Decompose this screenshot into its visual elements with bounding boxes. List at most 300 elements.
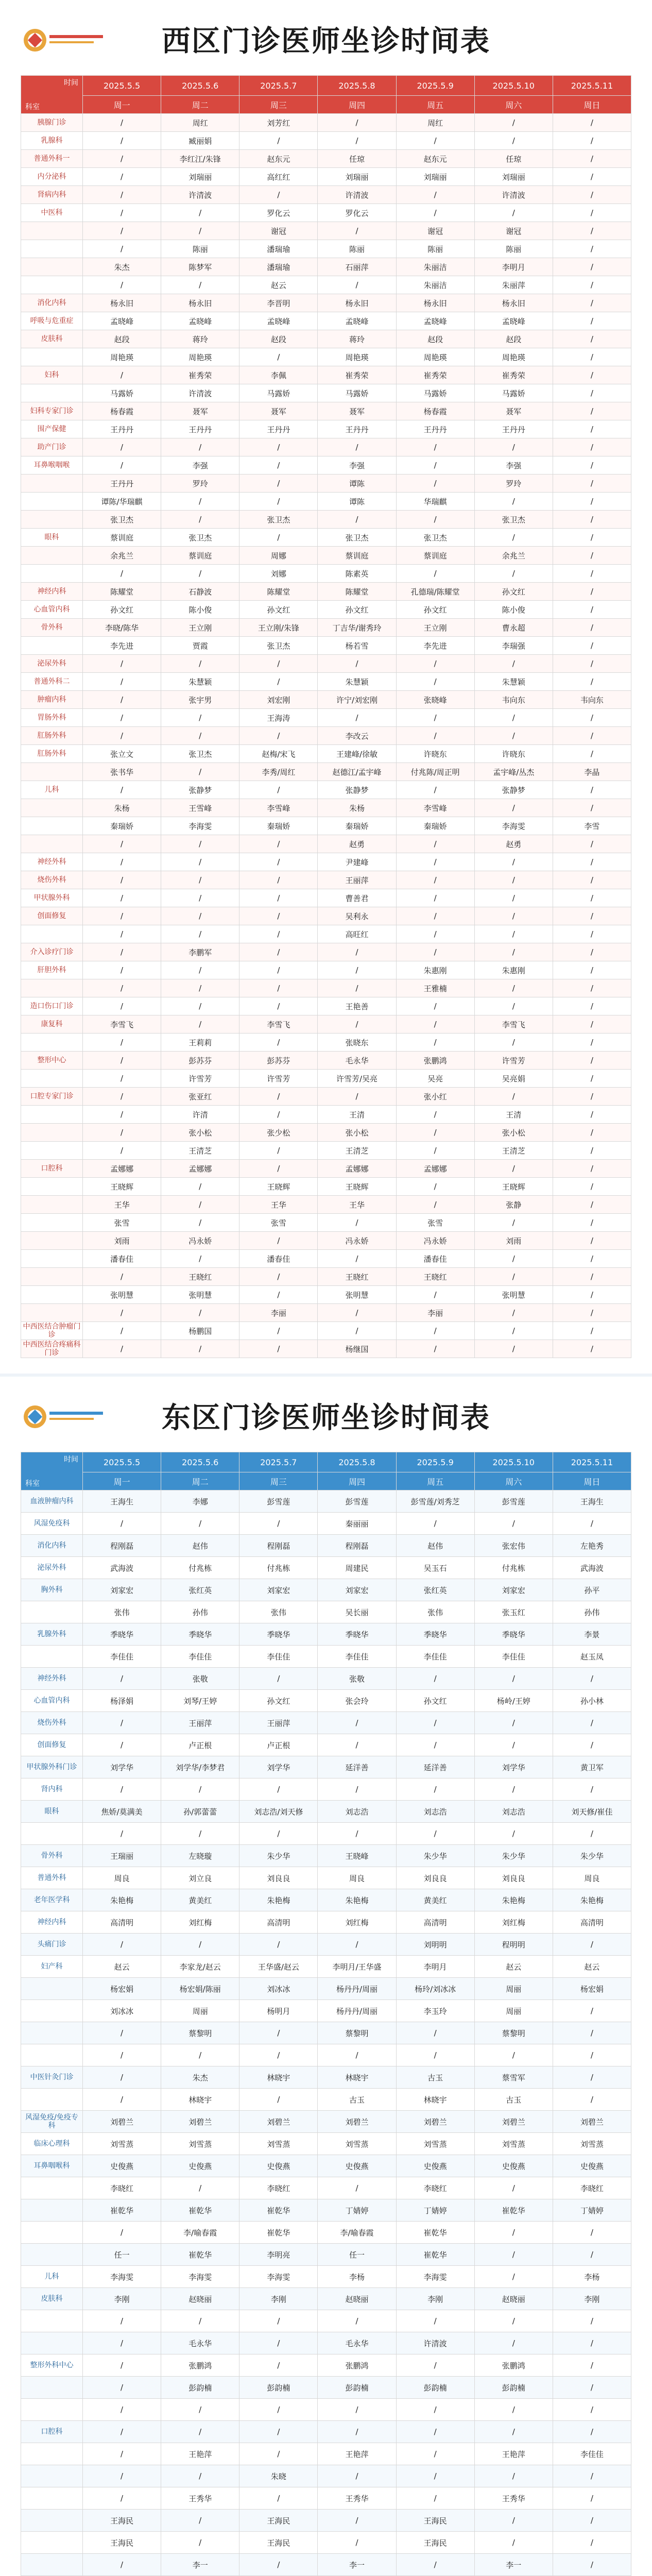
doctor-cell: 杨永旧 — [474, 294, 553, 312]
department-cell: 妇科专家门诊 — [21, 402, 83, 420]
doctor-cell: / — [161, 871, 239, 889]
doctor-cell: 季晓华 — [83, 1623, 161, 1646]
doctor-cell: 张玉红 — [474, 1601, 553, 1623]
doctor-cell: 毛永华 — [318, 1052, 396, 1070]
doctor-cell: 王清芝 — [318, 1142, 396, 1160]
doctor-cell: 陈耀堂 — [239, 583, 318, 601]
doctor-cell: / — [396, 943, 474, 961]
schedule-row — [21, 2532, 631, 2554]
doctor-cell: / — [553, 2399, 631, 2421]
doctor-cell: / — [318, 2044, 396, 2066]
department-cell: 乳腺科 — [21, 132, 83, 150]
department-cell — [21, 2399, 83, 2421]
doctor-cell: 杨春霞 — [83, 402, 161, 420]
doctor-cell: / — [161, 835, 239, 853]
doctor-cell: 任一 — [318, 2244, 396, 2266]
doctor-cell: / — [553, 1934, 631, 1956]
doctor-cell: 黄卫军 — [553, 1756, 631, 1778]
doctor-cell: 周艳瑛 — [83, 348, 161, 366]
doctor-cell: / — [161, 727, 239, 745]
schedule-row — [21, 637, 631, 655]
doctor-cell: 崔乾华 — [161, 2244, 239, 2266]
doctor-cell: 李杨 — [553, 2266, 631, 2288]
department-cell — [21, 817, 83, 835]
doctor-cell: 陈丽 — [161, 240, 239, 258]
doctor-cell: / — [553, 2000, 631, 2022]
doctor-cell: / — [553, 871, 631, 889]
department-cell — [21, 1268, 83, 1286]
doctor-cell: 张小松 — [474, 1124, 553, 1142]
doctor-cell: / — [396, 997, 474, 1015]
doctor-cell: 许清波 — [161, 186, 239, 204]
doctor-cell: 王晓辉 — [83, 1178, 161, 1196]
doctor-cell: / — [161, 511, 239, 529]
weekday-header: 周六 — [474, 96, 553, 114]
doctor-cell: 李晓红 — [239, 2177, 318, 2199]
doctor-cell: / — [239, 943, 318, 961]
department-cell — [21, 258, 83, 276]
doctor-cell: 张伟 — [83, 1601, 161, 1623]
department-cell — [21, 2089, 83, 2111]
doctor-cell: / — [161, 1823, 239, 1845]
schedule-row — [21, 493, 631, 511]
doctor-cell: 李晋明 — [239, 294, 318, 312]
doctor-cell: 史俊燕 — [161, 2155, 239, 2177]
doctor-cell: 史俊燕 — [83, 2155, 161, 2177]
schedule-row — [21, 222, 631, 240]
doctor-cell: / — [239, 889, 318, 907]
doctor-cell: / — [318, 655, 396, 673]
doctor-cell: / — [553, 1304, 631, 1322]
doctor-cell: 王晓红 — [318, 1268, 396, 1286]
doctor-cell: / — [83, 2022, 161, 2044]
doctor-cell: 王建峰/徐敏 — [318, 745, 396, 763]
doctor-cell: / — [553, 583, 631, 601]
doctor-cell: 彭韵楠 — [474, 2377, 553, 2399]
doctor-cell: / — [396, 1015, 474, 1033]
doctor-cell: / — [83, 2332, 161, 2354]
schedule-row — [21, 1934, 631, 1956]
doctor-cell: / — [474, 1712, 553, 1734]
doctor-cell: / — [83, 2377, 161, 2399]
doctor-cell: 任一 — [83, 2244, 161, 2266]
doctor-cell: / — [83, 2310, 161, 2332]
doctor-cell: / — [474, 529, 553, 547]
schedule-row — [21, 1088, 631, 1106]
department-cell — [21, 763, 83, 781]
schedule-row — [21, 763, 631, 781]
doctor-cell: / — [83, 186, 161, 204]
doctor-cell: / — [474, 979, 553, 997]
weekday-header: 周日 — [553, 1472, 631, 1490]
department-cell — [21, 2199, 83, 2222]
doctor-cell: 许雪芳/吴亮 — [318, 1070, 396, 1088]
schedule-row — [21, 2421, 631, 2443]
doctor-cell: 孟娜娜 — [396, 1160, 474, 1178]
weekday-header: 周四 — [318, 1472, 396, 1490]
doctor-cell: / — [553, 1178, 631, 1196]
department-cell: 骨外科 — [21, 1845, 83, 1867]
schedule-row — [21, 565, 631, 583]
doctor-cell: 李海雯 — [83, 2266, 161, 2288]
doctor-cell: 朱慧颖 — [318, 673, 396, 691]
doctor-cell: / — [83, 132, 161, 150]
doctor-cell: / — [239, 925, 318, 943]
doctor-cell: 李佳佳 — [83, 1646, 161, 1668]
doctor-cell: 刘碧兰 — [553, 2111, 631, 2133]
schedule-row — [21, 835, 631, 853]
doctor-cell: 赵勇 — [474, 835, 553, 853]
weekday-header: 周四 — [318, 96, 396, 114]
doctor-cell: 林晓宇 — [161, 2089, 239, 2111]
doctor-cell: 马露娇 — [83, 384, 161, 402]
doctor-cell: 刘立良 — [161, 1867, 239, 1889]
department-cell — [21, 799, 83, 817]
schedule-row — [21, 1978, 631, 2000]
doctor-cell: / — [553, 547, 631, 565]
doctor-cell: / — [318, 132, 396, 150]
doctor-cell: 赵云 — [239, 276, 318, 294]
schedule-row — [21, 817, 631, 835]
schedule-row — [21, 2133, 631, 2155]
weekday-header: 周二 — [161, 96, 239, 114]
doctor-cell: 彭雪莲 — [239, 1490, 318, 1513]
doctor-cell: / — [83, 2089, 161, 2111]
doctor-cell: 赵伟 — [161, 1535, 239, 1557]
doctor-cell: / — [553, 258, 631, 276]
doctor-cell: 卢正根 — [239, 1734, 318, 1756]
weekday-header: 周三 — [239, 96, 318, 114]
schedule-row — [21, 402, 631, 420]
east-schedule — [0, 1374, 652, 2576]
doctor-cell: / — [318, 2310, 396, 2332]
doctor-cell: 高清明 — [396, 1911, 474, 1934]
schedule-row — [21, 871, 631, 889]
doctor-cell: 张静梦 — [161, 781, 239, 799]
doctor-cell: / — [161, 1015, 239, 1033]
doctor-cell: 武海波 — [83, 1557, 161, 1579]
department-cell: 耳鼻咽喉科 — [21, 2155, 83, 2177]
doctor-cell: / — [553, 961, 631, 979]
doctor-cell: / — [474, 2421, 553, 2443]
doctor-cell: / — [553, 2066, 631, 2089]
doctor-cell: / — [474, 114, 553, 132]
schedule-row — [21, 150, 631, 168]
doctor-cell: / — [239, 1340, 318, 1358]
doctor-cell: 刘志浩/刘天修 — [239, 1801, 318, 1823]
doctor-cell: 王海民 — [396, 2532, 474, 2554]
doctor-cell: 杨明月 — [239, 2000, 318, 2022]
doctor-cell: / — [318, 709, 396, 727]
doctor-cell: 崔乾华 — [161, 2199, 239, 2222]
doctor-cell: / — [239, 1823, 318, 1845]
schedule-row — [21, 168, 631, 186]
schedule-row — [21, 853, 631, 871]
department-cell: 口腔科 — [21, 2421, 83, 2443]
schedule-row — [21, 1579, 631, 1601]
doctor-cell: 张宏伟 — [474, 1535, 553, 1557]
page-title: 东区门诊医师坐诊时间表 — [162, 1401, 490, 1435]
schedule-row — [21, 1535, 631, 1557]
doctor-cell: 崔乾华 — [474, 2199, 553, 2222]
doctor-cell: 季晓华 — [239, 1623, 318, 1646]
doctor-cell: 朱杨 — [318, 799, 396, 817]
doctor-cell: 刘雪蒸 — [83, 2133, 161, 2155]
doctor-cell: 周艳瑛 — [161, 348, 239, 366]
schedule-row — [21, 727, 631, 745]
schedule-row — [21, 529, 631, 547]
doctor-cell: / — [553, 2332, 631, 2354]
date-header: 2025.5.6 — [161, 76, 239, 96]
doctor-cell: 程刚磊 — [318, 1535, 396, 1557]
doctor-cell: / — [553, 2089, 631, 2111]
doctor-cell: / — [239, 1934, 318, 1956]
doctor-cell: 潘瑞瑜 — [239, 240, 318, 258]
doctor-cell: / — [553, 1778, 631, 1801]
doctor-cell: 李雪 — [553, 817, 631, 835]
doctor-cell: 朱惠刚 — [396, 961, 474, 979]
weekday-header-row — [21, 96, 631, 114]
doctor-cell: / — [553, 1033, 631, 1052]
doctor-cell: 黄美红 — [396, 1889, 474, 1911]
doctor-cell: 蔡黎明 — [161, 2022, 239, 2044]
department-cell — [21, 1124, 83, 1142]
doctor-cell: / — [83, 997, 161, 1015]
schedule-row — [21, 925, 631, 943]
doctor-cell: / — [396, 565, 474, 583]
doctor-cell: / — [318, 1712, 396, 1734]
doctor-cell: / — [396, 781, 474, 799]
doctor-cell: / — [239, 2044, 318, 2066]
department-cell: 神经内科 — [21, 1911, 83, 1934]
department-cell: 中西医结合疼痛科门诊 — [21, 1340, 83, 1358]
page-title: 西区门诊医师坐诊时间表 — [162, 24, 490, 58]
weekday-header: 周五 — [396, 96, 474, 114]
doctor-cell: / — [161, 709, 239, 727]
doctor-cell: / — [318, 1250, 396, 1268]
doctor-cell: / — [396, 2554, 474, 2576]
doctor-cell: 朱少华 — [474, 1845, 553, 1867]
doctor-cell: 崔乾华 — [83, 2199, 161, 2222]
doctor-cell: / — [553, 312, 631, 330]
doctor-cell: 朱杨 — [83, 799, 161, 817]
doctor-cell: / — [553, 1513, 631, 1535]
doctor-cell: / — [474, 2266, 553, 2288]
department-cell: 康复科 — [21, 1015, 83, 1033]
doctor-cell: / — [396, 1668, 474, 1690]
schedule-row — [21, 438, 631, 456]
department-cell: 胸外科 — [21, 1579, 83, 1601]
schedule-body — [21, 1490, 631, 2576]
doctor-cell: / — [553, 294, 631, 312]
doctor-cell: 左晓璇 — [161, 1845, 239, 1867]
doctor-cell: / — [474, 853, 553, 871]
doctor-cell: / — [553, 1070, 631, 1088]
doctor-cell: / — [83, 835, 161, 853]
doctor-cell: / — [474, 1340, 553, 1358]
department-cell: 造口伤口门诊 — [21, 997, 83, 1015]
schedule-row — [21, 2000, 631, 2022]
doctor-cell: 任琼 — [318, 150, 396, 168]
doctor-cell: 王丹丹 — [83, 474, 161, 493]
doctor-cell: 谢冠 — [396, 222, 474, 240]
doctor-cell: 李海雯 — [396, 2266, 474, 2288]
doctor-cell: / — [83, 240, 161, 258]
doctor-cell: / — [396, 727, 474, 745]
doctor-cell: 许雪芳 — [161, 1070, 239, 1088]
doctor-cell: / — [161, 853, 239, 871]
doctor-cell: / — [553, 1322, 631, 1340]
doctor-cell: 李强 — [161, 456, 239, 474]
doctor-cell: 许宁/刘宏刚 — [318, 691, 396, 709]
doctor-cell: 聂军 — [318, 402, 396, 420]
doctor-cell: 李雪飞 — [83, 1015, 161, 1033]
doctor-cell: / — [553, 2377, 631, 2399]
doctor-cell: 杨永旧 — [83, 294, 161, 312]
doctor-cell: 周丽 — [474, 2000, 553, 2022]
doctor-cell: / — [83, 727, 161, 745]
doctor-cell: 崔秀荣 — [396, 366, 474, 384]
doctor-cell: 张雪 — [396, 1214, 474, 1232]
doctor-cell: 余兆兰 — [474, 547, 553, 565]
department-cell: 肝胆外科 — [21, 961, 83, 979]
doctor-cell: 周艳瑛 — [396, 348, 474, 366]
schedule-row — [21, 2022, 631, 2044]
doctor-cell: 谢冠 — [474, 222, 553, 240]
doctor-cell: / — [553, 2354, 631, 2377]
doctor-cell: / — [474, 943, 553, 961]
department-cell — [21, 2377, 83, 2399]
schedule-row — [21, 2487, 631, 2510]
doctor-cell: 王晓峰 — [318, 1845, 396, 1867]
department-cell: 神经内科 — [21, 583, 83, 601]
doctor-cell: 王晓红 — [161, 1268, 239, 1286]
doctor-cell: / — [474, 1513, 553, 1535]
doctor-cell: / — [83, 2399, 161, 2421]
doctor-cell: / — [239, 1668, 318, 1690]
doctor-cell: 罗玲 — [161, 474, 239, 493]
doctor-cell: 王华 — [318, 1196, 396, 1214]
doctor-cell: 李一 — [318, 2554, 396, 2576]
doctor-cell: 杨宏娟/陈丽 — [161, 1978, 239, 2000]
doctor-cell: 吴亮 — [396, 1070, 474, 1088]
schedule-row — [21, 330, 631, 348]
doctor-cell: 韦向东 — [474, 691, 553, 709]
doctor-cell: / — [318, 943, 396, 961]
doctor-cell: / — [474, 1823, 553, 1845]
doctor-cell: / — [161, 204, 239, 222]
doctor-cell: 王海民 — [396, 2510, 474, 2532]
doctor-cell: / — [553, 529, 631, 547]
doctor-cell: / — [239, 871, 318, 889]
doctor-cell: / — [161, 2310, 239, 2332]
doctor-cell: 张小松 — [318, 1124, 396, 1142]
doctor-cell: 孔德瑞/陈耀堂 — [396, 583, 474, 601]
doctor-cell: / — [474, 1160, 553, 1178]
department-cell — [21, 2510, 83, 2532]
doctor-cell: 朱杰 — [83, 258, 161, 276]
doctor-cell: 陈梦军 — [161, 258, 239, 276]
department-cell: 中医科 — [21, 204, 83, 222]
department-cell: 普通外科 — [21, 1867, 83, 1889]
doctor-cell: 潘春佳 — [239, 1250, 318, 1268]
doctor-cell: 孙/郭蕾蕾 — [161, 1801, 239, 1823]
doctor-cell: 赵段 — [474, 330, 553, 348]
doctor-cell: / — [553, 1250, 631, 1268]
doctor-cell: 冯永娇 — [318, 1232, 396, 1250]
doctor-cell: / — [318, 114, 396, 132]
department-cell — [21, 1286, 83, 1304]
doctor-cell: 赵东元 — [396, 150, 474, 168]
doctor-cell: / — [396, 474, 474, 493]
date-header: 2025.5.10 — [474, 76, 553, 96]
schedule-row — [21, 1889, 631, 1911]
doctor-cell: / — [318, 2177, 396, 2199]
schedule-row — [21, 1778, 631, 1801]
schedule-row — [21, 456, 631, 474]
doctor-cell: 许雪芳 — [474, 1052, 553, 1070]
doctor-cell: 李一 — [161, 2554, 239, 2576]
corner-dept-label: 科室 — [25, 1480, 40, 1488]
doctor-cell: 李景 — [553, 1623, 631, 1646]
doctor-cell: / — [474, 889, 553, 907]
schedule-row — [21, 2222, 631, 2244]
doctor-cell: / — [396, 2487, 474, 2510]
doctor-cell: 崔乾华 — [396, 2222, 474, 2244]
doctor-cell: / — [553, 853, 631, 871]
doctor-cell: 李强 — [318, 456, 396, 474]
doctor-cell: / — [553, 276, 631, 294]
doctor-cell: / — [396, 655, 474, 673]
doctor-cell: / — [396, 2022, 474, 2044]
doctor-cell: 彭韵楠 — [318, 2377, 396, 2399]
doctor-cell: / — [396, 2443, 474, 2465]
doctor-cell: 张鹏鸿 — [161, 2354, 239, 2377]
doctor-cell: 王秀华 — [474, 2487, 553, 2510]
doctor-cell: 季晓华 — [161, 1623, 239, 1646]
doctor-cell: / — [553, 204, 631, 222]
doctor-cell: / — [396, 1196, 474, 1214]
doctor-cell: 张卫杰 — [83, 511, 161, 529]
doctor-cell: 赵伟 — [396, 1535, 474, 1557]
doctor-cell: 王莉莉 — [161, 1033, 239, 1052]
doctor-cell: / — [474, 493, 553, 511]
doctor-cell: 李雪峰 — [396, 799, 474, 817]
doctor-cell: 彭韵楠 — [396, 2377, 474, 2399]
doctor-cell: / — [396, 1823, 474, 1845]
department-cell: 肛肠外科 — [21, 745, 83, 763]
doctor-cell: / — [396, 186, 474, 204]
doctor-cell: / — [474, 204, 553, 222]
doctor-cell: / — [239, 997, 318, 1015]
doctor-cell: / — [239, 2354, 318, 2377]
doctor-cell: / — [553, 619, 631, 637]
schedule-row — [21, 1646, 631, 1668]
doctor-cell: / — [396, 2465, 474, 2487]
doctor-cell: / — [474, 925, 553, 943]
doctor-cell: 刘碧兰 — [83, 2111, 161, 2133]
doctor-cell: 许清波 — [474, 186, 553, 204]
schedule-row — [21, 1557, 631, 1579]
doctor-cell: 杨永旧 — [396, 294, 474, 312]
doctor-cell: 崔乾华 — [239, 2199, 318, 2222]
doctor-cell: 王海民 — [239, 2510, 318, 2532]
doctor-cell: 孟娜娜 — [83, 1160, 161, 1178]
doctor-cell: 周红 — [161, 114, 239, 132]
doctor-cell: 张书华 — [83, 763, 161, 781]
doctor-cell: / — [553, 1232, 631, 1250]
department-cell: 口腔科 — [21, 1160, 83, 1178]
